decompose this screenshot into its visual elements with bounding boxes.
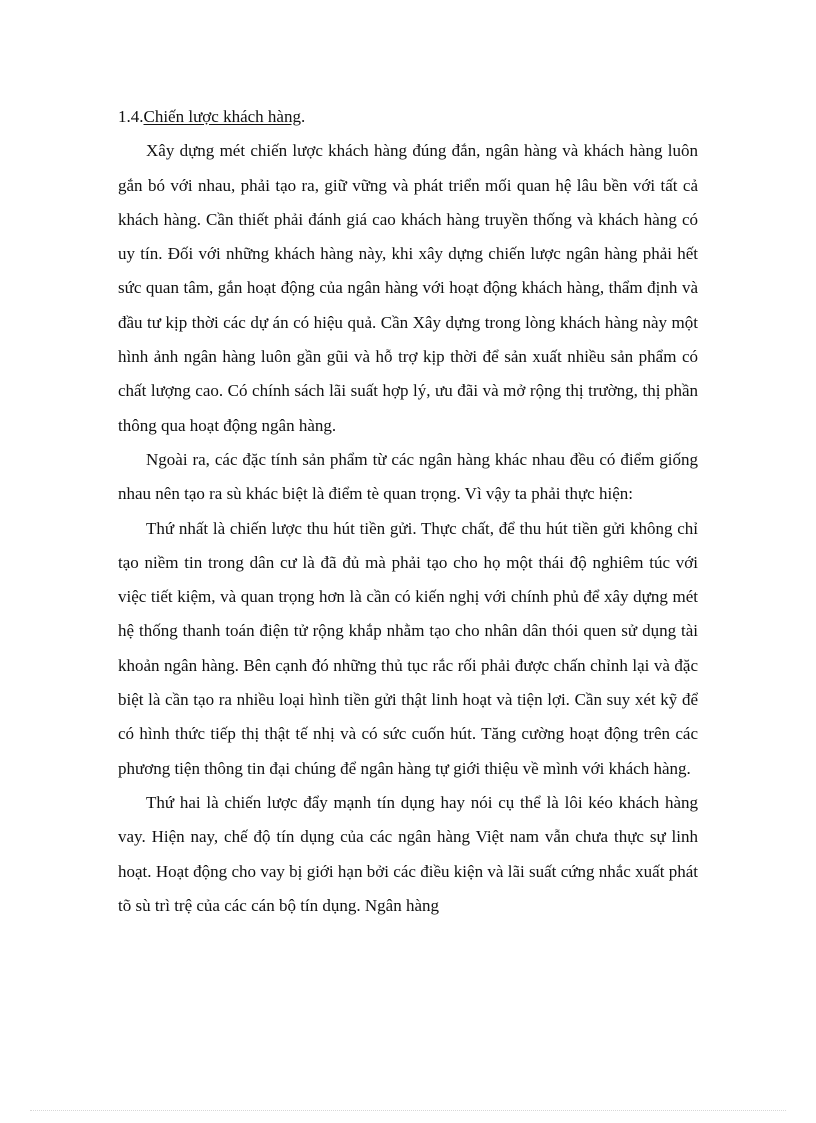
section-title: Chiến lược khách hàng (143, 107, 301, 126)
section-heading-period: . (300, 107, 306, 126)
paragraph-customer-strategy: Xây dựng mét chiến lược khách hàng đúng đắn, ngân hàng và khách hàng luôn gắn bó với nhau, phải tạo ra, giữ vững và phát triển mối quan hệ lâu bền với tất cả khách hàng. Cần thiết phải đánh giá cao khách hàng truyền thống và khách hàng có uy tín. Đối với những khách hàng này, khi xây dựng chiến lược ngân hàng phải hết sức quan tâm, gắn hoạt động của ngân hàng với hoạt động khách hàng, thẩm định và đầu tư kịp thời các dự án có hiệu quả. Cần Xây dựng trong lòng khách hàng này một hình ảnh ngân hàng luôn gần gũi và hỗ trợ kịp thời để sản xuất nhiều sản phẩm có chất lượng cao. Có chính sách lãi suất hợp lý, ưu đãi và mở rộng thị trường, thị phần thông qua hoạt động ngân hàng. (118, 141, 698, 435)
paragraph-product-differentiation: Ngoài ra, các đặc tính sản phẩm từ các ngân hàng khác nhau đều có điểm giống nhau nên tạo ra sù khác biệt là điểm tè quan trọng. Vì vậy ta phải thực hiện: (118, 449, 698, 504)
page-bottom-divider (30, 1110, 786, 1111)
section-number: 1.4. (118, 107, 144, 126)
paragraph-credit-strategy: Thứ hai là chiến lược đẩy mạnh tín dụng hay nói cụ thể là lôi kéo khách hàng vay. Hiện nay, chế độ tín dụng của các ngân hàng Việt nam vẫn chưa thực sự linh hoạt. Hoạt động cho vay bị giới hạn bởi các điều kiện và lãi suất cứng nhắc xuất phát tõ sù trì trệ của các cán bộ tín dụng. Ngân hàng (118, 792, 698, 915)
document-body (118, 100, 698, 923)
section-heading (118, 100, 698, 134)
paragraph-deposit-strategy: Thứ nhất là chiến lược thu hút tiền gửi. Thực chất, để thu hút tiền gửi không chỉ tạo niềm tin trong dân cư là đã đủ mà phải tạo cho họ một thái độ nghiêm túc với việc tiết kiệm, và quan trọng hơn là cần có kiến nghị với chính phủ để xây dựng mét hệ thống thanh toán điện tử rộng khắp nhằm tạo cho nhân dân thói quen sử dụng tài khoản ngân hàng. Bên cạnh đó những thủ tục rắc rối phải được chấn chỉnh lại và đặc biệt là cần tạo ra nhiều loại hình tiền gửi thật linh hoạt và tiện lợi. Cần suy xét kỹ để có hình thức tiếp thị thật tế nhị và có sức cuốn hút. Tăng cường hoạt động trên các phương tiện thông tin đại chúng để ngân hàng tự giới thiệu về mình với khách hàng. (118, 518, 698, 778)
